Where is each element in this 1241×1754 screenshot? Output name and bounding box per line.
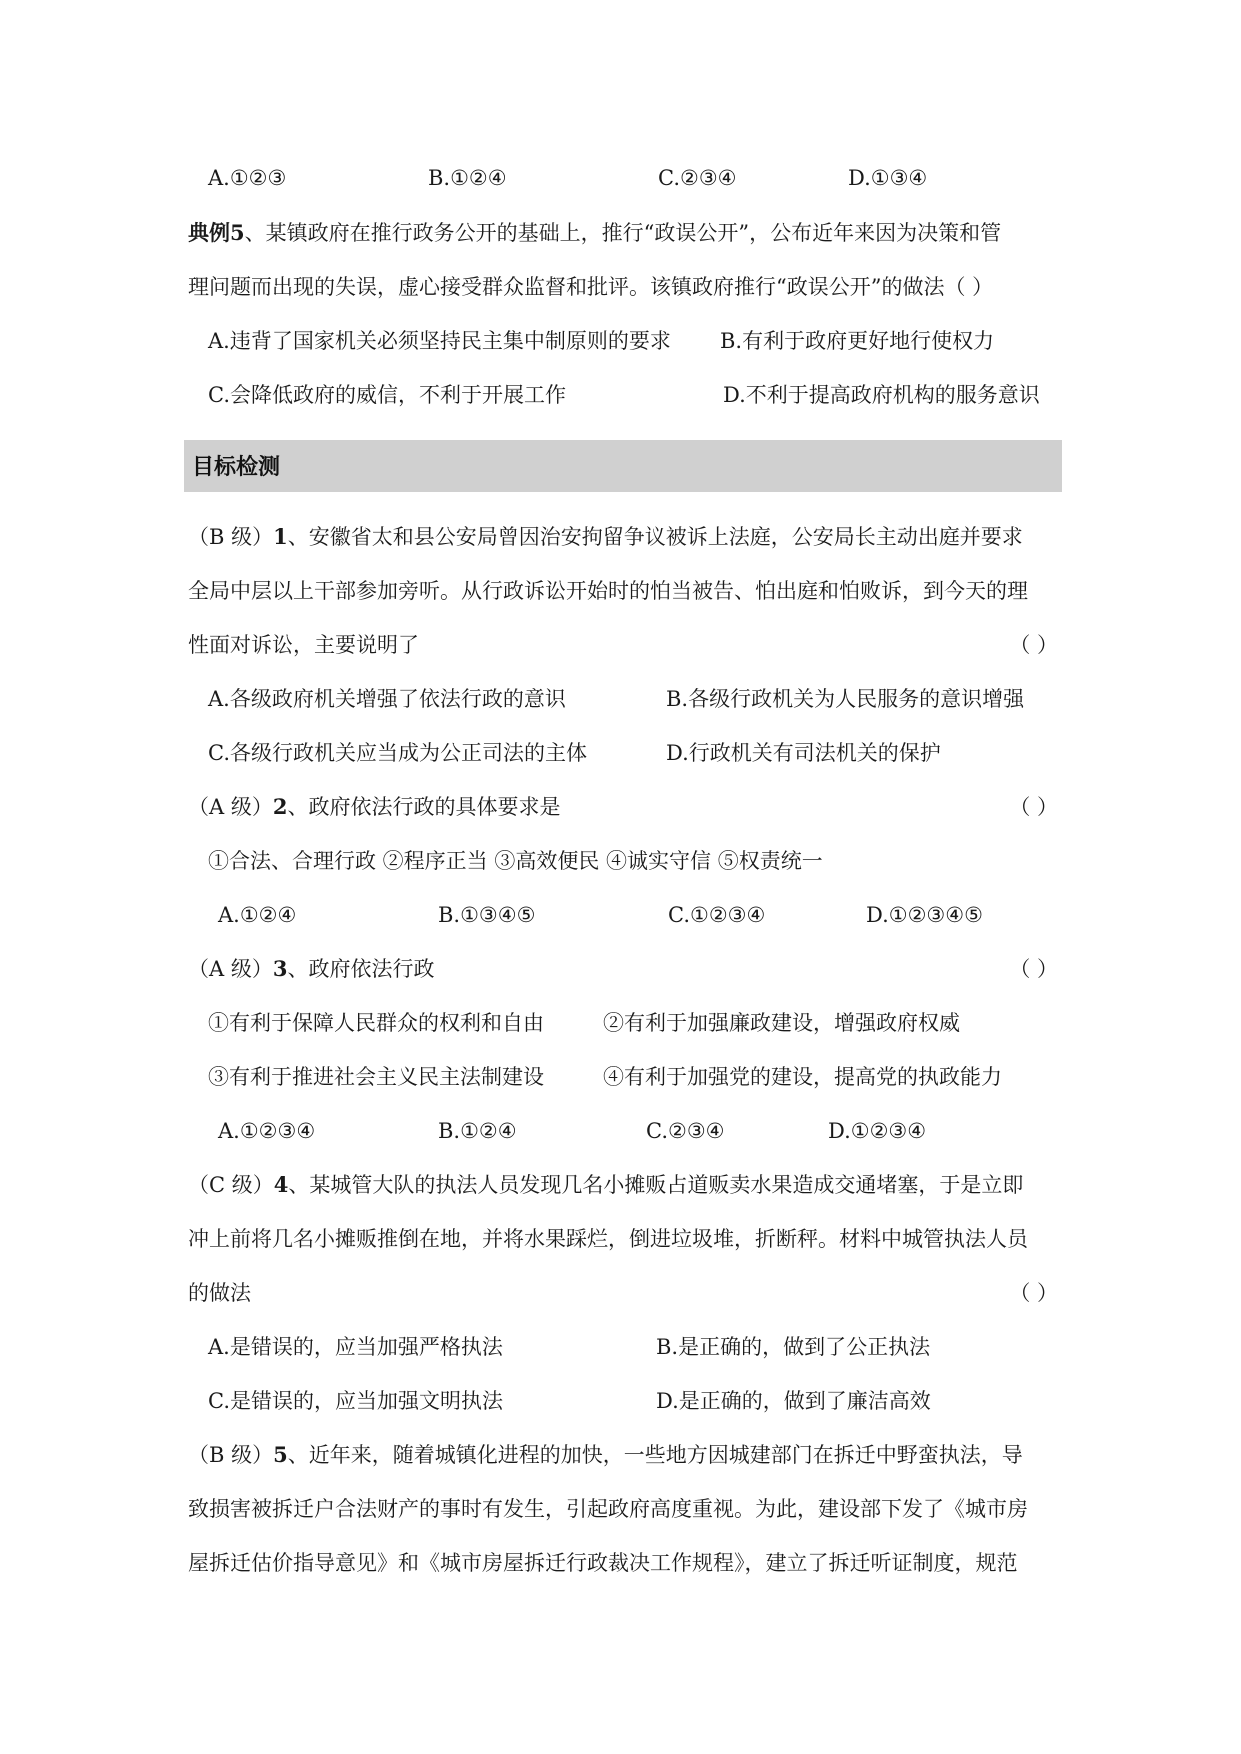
prev-option-b: B.①②④ (428, 166, 507, 190)
prev-option-d: D.①③④ (848, 166, 928, 190)
section-header (184, 440, 1062, 492)
q5-level: （B 级） (188, 1443, 274, 1467)
example5-option-b: B.有利于政府更好地行使权力 (720, 329, 995, 353)
q5-line3: 屋拆迁估价指导意见》和《城市房屋拆迁行政裁决工作规程》，建立了拆迁听证制度，规范 (188, 1551, 1018, 1575)
q5-line2: 致损害被拆迁户合法财产的事时有发生，引起政府高度重视。为此，建设部下发了《城市房 (188, 1497, 1028, 1521)
q3-item-3: ③有利于推进社会主义民主法制建设 (208, 1065, 544, 1089)
q4-text-3: 的做法 (188, 1281, 251, 1305)
q2-answer-blank: （ ） (1009, 795, 1058, 819)
q2-level: （A 级） (188, 795, 273, 819)
q3-item-2: ②有利于加强廉政建设，增强政府权威 (603, 1011, 960, 1035)
q1-line2: 全局中层以上干部参加旁听。从行政诉讼开始时的怕当被告、怕出庭和怕败诉，到今天的理 (188, 579, 1028, 603)
q4-line2: 冲上前将几名小摊贩推倒在地，并将水果踩烂，倒进垃圾堆，折断秤。材料中城管执法人员 (188, 1227, 1028, 1251)
q1-option-a: A.各级政府机关增强了依法行政的意识 (208, 687, 566, 711)
q5-number: 5 (273, 1442, 288, 1467)
q2-option-d: D.①②③④⑤ (866, 903, 983, 927)
example5-option-c: C.会降低政府的威信，不利于开展工作 (208, 383, 566, 407)
q3-item-4: ④有利于加强党的建设，提高党的执政能力 (603, 1065, 1002, 1089)
q2-option-c: C.①②③④ (668, 903, 766, 927)
q3-item-1: ①有利于保障人民群众的权利和自由 (208, 1011, 544, 1035)
q1-level: （B 级） (188, 525, 274, 549)
example5-text-1: 、某镇政府在推行政务公开的基础上，推行“政误公开”，公布近年来因为决策和管 (244, 221, 1002, 245)
q4-answer-blank: （ ） (1009, 1281, 1058, 1305)
q3-level: （A 级） (188, 957, 273, 981)
q4-line3 (188, 1278, 1058, 1308)
q4-option-d: D.是正确的，做到了廉洁高效 (656, 1389, 931, 1413)
q2-line1 (188, 792, 1058, 822)
q4-text-1: 、某城管大队的执法人员发现几名小摊贩占道贩卖水果造成交通堵塞，于是立即 (288, 1173, 1024, 1197)
q4-option-a: A.是错误的，应当加强严格执法 (208, 1335, 503, 1359)
q4-option-b: B.是正确的，做到了公正执法 (656, 1335, 931, 1359)
q1-text-1: 、安徽省太和县公安局曾因治安拘留争议被诉上法庭，公安局长主动出庭并要求 (287, 525, 1023, 549)
q1-option-c: C.各级行政机关应当成为公正司法的主体 (208, 741, 587, 765)
q1-text-3: 性面对诉讼，主要说明了 (188, 633, 419, 657)
q4-number: 4 (273, 1172, 289, 1197)
q4-level: （C 级） (188, 1173, 274, 1197)
q1-number: 1 (273, 524, 288, 549)
q3-stem: 、政府依法行政 (287, 957, 435, 981)
q3-option-c: C.②③④ (646, 1119, 725, 1143)
example5-line2: 理问题而出现的失误，虚心接受群众监督和批评。该镇政府推行“政误公开”的做法（ ） (188, 275, 994, 299)
q2-number: 2 (272, 794, 288, 819)
q3-option-b: B.①②④ (438, 1119, 517, 1143)
example5-number: 5 (230, 220, 245, 245)
q5-line1 (188, 1440, 1058, 1470)
example5-option-a: A.违背了国家机关必须坚持民主集中制原则的要求 (208, 329, 671, 353)
q2-option-b: B.①③④⑤ (438, 903, 536, 927)
prev-option-a: A.①②③ (208, 166, 287, 190)
example5-line1 (188, 218, 1058, 248)
q3-number: 3 (272, 956, 288, 981)
section-title: 目标检测 (192, 455, 281, 480)
q4-option-c: C.是错误的，应当加强文明执法 (208, 1389, 503, 1413)
example5-label: 典例 (188, 220, 230, 245)
q3-answer-blank: （ ） (1009, 957, 1058, 981)
q5-text-1: 、近年来，随着城镇化进程的加快，一些地方因城建部门在拆迁中野蛮执法，导 (287, 1443, 1023, 1467)
q3-option-a: A.①②③④ (218, 1119, 316, 1143)
q2-stem: 、政府依法行政的具体要求是 (287, 795, 561, 819)
q1-option-d: D.行政机关有司法机关的保护 (666, 741, 941, 765)
q1-option-b: B.各级行政机关为人民服务的意识增强 (666, 687, 1025, 711)
prev-option-c: C.②③④ (658, 166, 737, 190)
q3-line1 (188, 954, 1058, 984)
example5-option-d: D.不利于提高政府机构的服务意识 (723, 383, 1040, 407)
q1-line3 (188, 630, 1058, 660)
q2-option-a: A.①②④ (218, 903, 297, 927)
q4-line1 (188, 1170, 1058, 1200)
q1-answer-blank: （ ） (1009, 633, 1058, 657)
q3-option-d: D.①②③④ (828, 1119, 927, 1143)
q1-line1 (188, 522, 1058, 552)
q2-items-text: ①合法、合理行政 ②程序正当 ③高效便民 ④诚实守信 ⑤权责统一 (208, 849, 823, 873)
